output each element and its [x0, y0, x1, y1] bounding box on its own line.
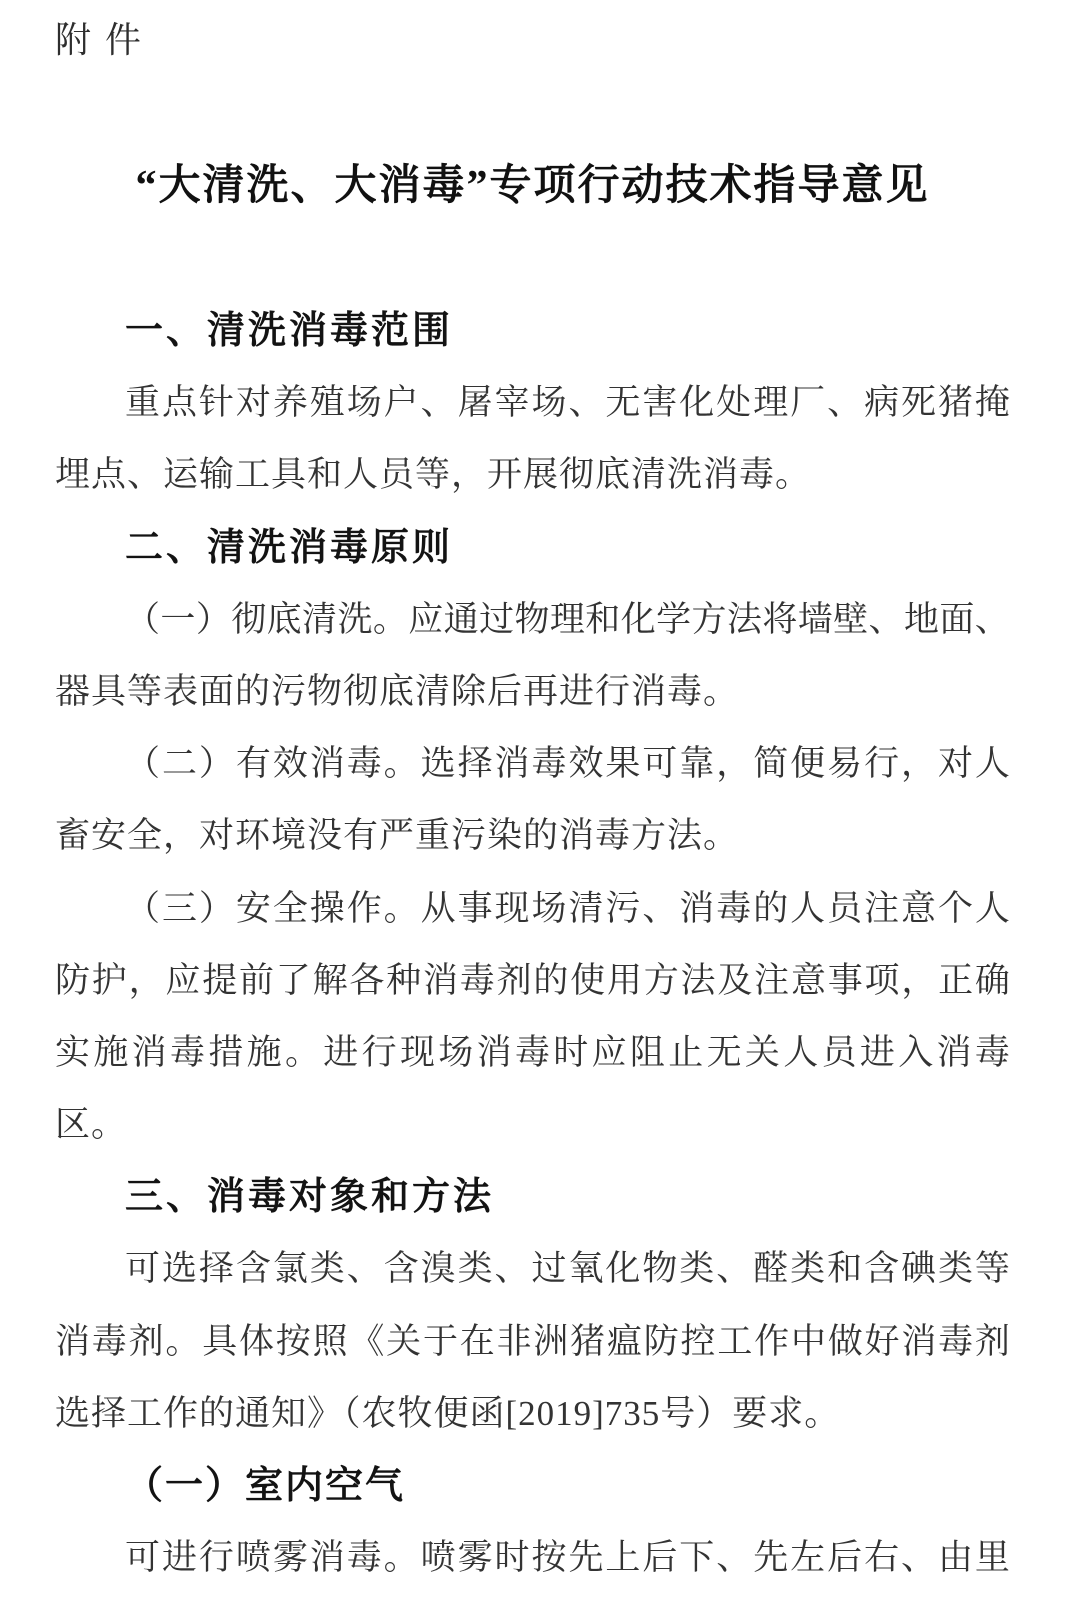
line-text: 器具等表面的污物彻底清除后再进行消毒。 [55, 671, 740, 711]
line-text: （ 三 ） 安 全 操 作 。 从 事 现 场 清 污 、 消 毒 的 人 员 注 意 个 人 [125, 888, 1010, 928]
line-text: 畜安全，对环境没有严重污染的消毒方法。 [55, 816, 740, 856]
line-text: （ 二 ） 有 效 消 毒 。 选 择 消 毒 效 果 可 靠 ， 简 便 易 行 ， 对 人 [125, 744, 1010, 784]
section-heading [55, 310, 1010, 382]
body-line [55, 671, 1010, 743]
line-text: 区。 [55, 1105, 128, 1145]
body-line [55, 1393, 1010, 1465]
body-line [55, 1032, 1010, 1104]
line-text: 一、清洗消毒范围 [125, 310, 454, 352]
sub-section-heading [55, 1465, 1010, 1537]
body-line [55, 960, 1010, 1032]
body-line [55, 382, 1010, 454]
line-text: 三、消毒对象和方法 [125, 1176, 495, 1219]
line-text: 可 选 择 含 氯 类 、 含 溴 类 、 过 氧 化 物 类 、 醛 类 和 含 碘 类 等 [125, 1249, 1010, 1289]
body-line [55, 454, 1010, 526]
body-line [55, 888, 1010, 960]
line-text: （ 一 ） 彻 底 清 洗 。 应 通 过 物 理 和 化 学 方 法 将 墙 壁 、 地 面 、 [125, 599, 1010, 639]
section-heading [55, 527, 1010, 599]
line-text: 消 毒 剂 。 具 体 按 照 《 关 于 在 非 洲 猪 瘟 防 控 工 作 中 做 好 消 毒 剂 [55, 1321, 1010, 1361]
body-line [55, 743, 1010, 815]
line-text: 防 护 ， 应 提 前 了 解 各 种 消 毒 剂 的 使 用 方 法 及 注 意 事 项 ， 正 确 [55, 960, 1010, 1000]
body-line [55, 1537, 1010, 1609]
section-heading [55, 1176, 1010, 1248]
attachment-label: 附件 [55, 20, 156, 60]
line-text: 可 进 行 喷 雾 消 毒 。 喷 雾 时 按 先 上 后 下 、 先 左 后 右 、 由 里 [125, 1538, 1010, 1578]
body-line [55, 815, 1010, 887]
line-text: 实 施 消 毒 措 施 。 进 行 现 场 消 毒 时 应 阻 止 无 关 人 员 进 入 消 毒 [55, 1032, 1010, 1072]
line-text: 二、清洗消毒原则 [125, 526, 454, 569]
body-line [55, 1104, 1010, 1176]
document-lines [55, 310, 1010, 1609]
document-title: “大清洗、大消毒”专项行动技术指导意见 [135, 163, 930, 209]
line-text: 埋点、运输工具和人员等，开展彻底清洗消毒。 [55, 455, 812, 495]
line-text: （一）室内空气 [125, 1465, 406, 1507]
body-line [55, 1321, 1010, 1393]
line-text: 选择工作的通知》（农牧便函[2019]735号）要求。 [55, 1393, 841, 1433]
body-line [55, 1248, 1010, 1320]
body-line [55, 599, 1010, 671]
line-text: 重 点 针 对 养 殖 场 户 、 屠 宰 场 、 无 害 化 处 理 厂 、 病 死 猪 掩 [125, 383, 1010, 423]
